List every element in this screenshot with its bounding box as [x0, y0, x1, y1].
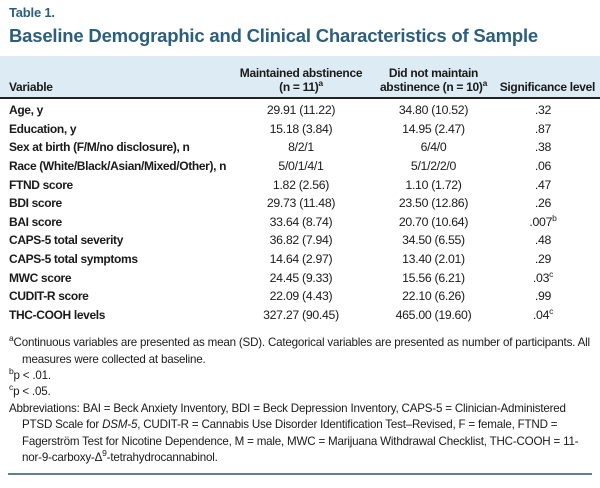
not-maintained-value: 465.00 (19.60) [395, 307, 472, 322]
not-maintained-value: 34.80 (10.52) [398, 103, 469, 118]
row-variable-label: CUDIT-R score [9, 289, 89, 304]
abbreviations-note: Abbreviations: BAI = Beck Anxiety Inventory, BDI = Beck Depression Inventory, CAPS-5 = Clinician-Administered PTSD Scale for DSM-5, CUDIT-R = Cannabis Use Disorder Identification Test–Revised, F = female, FTND = Fagerström Test for Nicotine Dependence, M = male, MWC = Marijuana Withdrawal Checklist, THC-COOH = $11-nor-9-carboxy-\Delta^9$-tetrahydrocannabinol. [9, 401, 579, 464]
maintained-value: 24.45 (9.33) [269, 270, 333, 285]
column-header-significance: Significance level [499, 79, 595, 94]
table-row [9, 157, 595, 176]
row-variable-label: Sex at birth (F/M/no disclosure), n [9, 140, 190, 155]
column-header-maintained-line2: (n = 11)$^a$ [279, 77, 323, 94]
row-variable-label: Age, y [9, 103, 43, 118]
column-header-variable: Variable [9, 79, 53, 94]
significance-value: .32 [534, 103, 552, 118]
row-variable-label: MWC score [9, 270, 72, 285]
not-maintained-value: 1.10 (1.72) [405, 177, 462, 192]
significance-footnote-mark: c [549, 268, 554, 279]
footnote-b-mark: b [9, 366, 14, 377]
row-variable-label: BDI score [9, 196, 62, 211]
significance-value: .47 [534, 177, 552, 192]
significance-value: .03$^c$ [532, 268, 554, 285]
table-footnotes [0, 335, 600, 466]
table-row [9, 101, 595, 120]
not-maintained-value: 20.70 (10.64) [398, 214, 469, 229]
footnote-mark-a: a [482, 77, 488, 88]
significance-value: .48 [534, 233, 552, 248]
table-row [9, 138, 595, 157]
table-row [9, 194, 595, 213]
maintained-value: 29.91 (11.22) [266, 103, 336, 118]
row-variable-label: Education, y [9, 121, 77, 136]
maintained-value: 14.64 (2.97) [269, 252, 333, 267]
maintained-value: 1.82 (2.56) [272, 177, 330, 192]
not-maintained-value: 5/1/2/2/0 [410, 159, 457, 174]
bottom-divider-rule [8, 473, 592, 475]
footnote-a-mark: a [9, 333, 14, 344]
row-variable-label: BAI score [9, 214, 62, 229]
significance-value: .007$^b$ [529, 212, 557, 229]
dsm-5-italic: DSM-5 [102, 418, 138, 432]
significance-value: .38 [534, 140, 552, 155]
footnote-a [9, 335, 595, 368]
maintained-value: 327.27 (90.45) [263, 307, 339, 322]
significance-value: .26 [534, 196, 552, 211]
footnote-c-mark: c [9, 382, 14, 393]
footnote-b-text: p < .01. [13, 368, 51, 382]
table-body [0, 99, 600, 324]
not-maintained-value: 23.50 (12.86) [398, 196, 469, 211]
maintained-value: 15.18 (3.84) [269, 121, 333, 136]
footnote-b [9, 368, 595, 384]
footnote-a-text: Continuous variables are presented as mean (SD). Categorical variables are presented as number of participants. All measures were collected at baseline. [13, 336, 590, 366]
maintained-value: 5/0/1/4/1 [278, 159, 324, 174]
maintained-value: 36.82 (7.94) [269, 233, 333, 248]
table-row [9, 120, 595, 139]
significance-footnote-mark: c [549, 305, 554, 316]
significance-value: .04$^c$ [532, 305, 554, 322]
not-maintained-value: 15.56 (6.21) [402, 270, 465, 285]
table-label: Table 1. [9, 5, 55, 20]
table-row [9, 287, 595, 306]
not-maintained-value: 13.40 (2.01) [402, 252, 465, 267]
not-maintained-value: 34.50 (6.55) [402, 233, 465, 248]
column-header-not-maintained [376, 67, 491, 94]
not-maintained-value: 22.10 (6.26) [402, 289, 465, 304]
maintained-value: 8/2/1 [288, 140, 314, 155]
table-header-row [0, 56, 600, 99]
column-header-not-maintained-line2: abstinence (n = 10)$^a$ [379, 77, 488, 94]
significance-value: .06 [534, 159, 552, 174]
not-maintained-value: 6/4/0 [420, 140, 447, 155]
table-row [9, 213, 595, 232]
maintained-value: 22.09 (4.43) [269, 289, 333, 304]
table-row [9, 250, 595, 269]
row-variable-label: Race (White/Black/Asian/Mixed/Other), n [9, 159, 227, 174]
footnote-c [9, 384, 595, 400]
delta-9-superscript: 9 [102, 448, 107, 459]
column-header-maintained-line1: Maintained abstinence [239, 66, 363, 80]
significance-value: .87 [534, 121, 552, 136]
column-header-not-maintained-line1: Did not maintain [388, 66, 479, 80]
column-header-maintained [226, 67, 376, 94]
significance-footnote-mark: b [552, 212, 557, 223]
table-row [9, 231, 595, 250]
table-row [9, 268, 595, 287]
maintained-value: 29.73 (11.48) [266, 196, 336, 211]
footnote-mark-a: a [318, 77, 323, 88]
row-variable-label: FTND score [9, 177, 73, 192]
footnote-c-text: p < .05. [13, 385, 51, 399]
row-variable-label: CAPS-5 total severity [9, 233, 124, 248]
maintained-value: 33.64 (8.74) [269, 214, 333, 229]
table-row [9, 175, 595, 194]
table-row [9, 306, 595, 325]
not-maintained-value: 14.95 (2.47) [402, 121, 465, 136]
row-variable-label: CAPS-5 total symptoms [9, 252, 138, 267]
table-title: Baseline Demographic and Clinical Characteristics of Sample [9, 25, 538, 46]
row-variable-label: THC-COOH levels [9, 307, 106, 322]
significance-value: .29 [534, 252, 552, 267]
significance-value: .99 [534, 289, 552, 304]
